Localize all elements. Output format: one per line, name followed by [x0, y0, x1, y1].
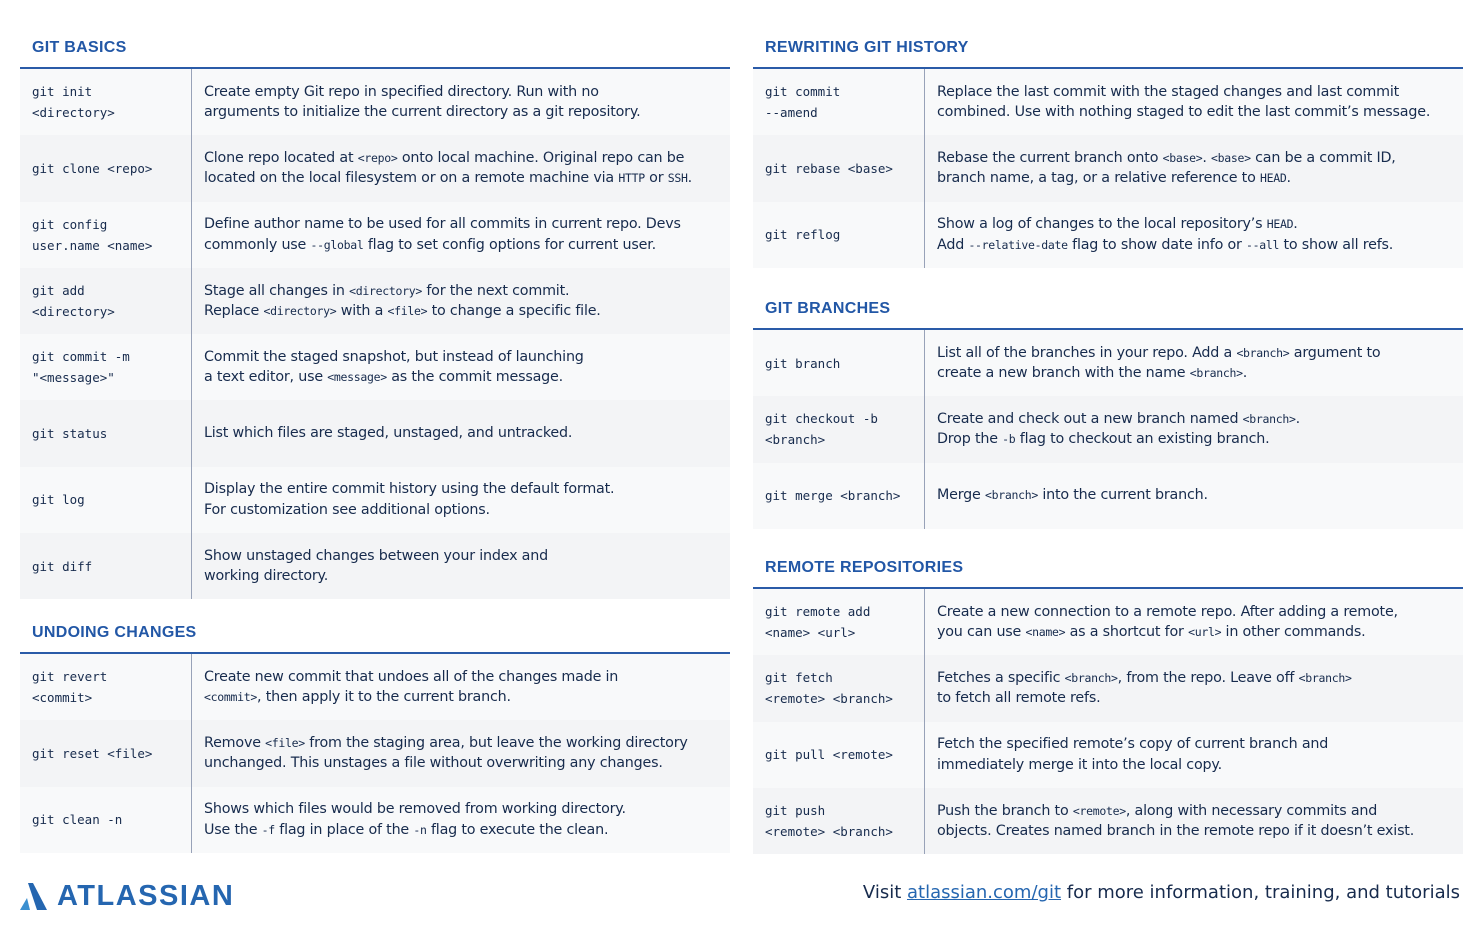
command-line: <name> <url>: [765, 625, 856, 641]
description-cell: [192, 787, 730, 853]
command-line: git init: [32, 84, 93, 100]
section-title: UNDOING CHANGES: [32, 624, 197, 641]
description-text: .: [1293, 216, 1298, 233]
command-cell: [753, 135, 925, 201]
description-text: List which files are staged, unstaged, and untracked.: [204, 425, 573, 442]
atlassian-mark-icon: [20, 883, 47, 910]
command-line: git reset <file>: [32, 745, 153, 761]
inline-code: <file>: [387, 304, 428, 319]
description-line: [937, 755, 1463, 776]
description-text: commonly use: [204, 236, 311, 253]
inline-code: --global: [310, 237, 364, 252]
inline-code: <directory>: [349, 283, 422, 298]
inline-code: <branch>: [1189, 366, 1243, 381]
command-line: "<message>": [32, 370, 115, 386]
inline-code: <branch>: [1242, 411, 1296, 426]
description-line: [937, 801, 1463, 822]
section-remote-repositories: [753, 559, 1463, 854]
command-line: git merge <branch>: [765, 488, 901, 504]
description-text: to change a specific file.: [427, 303, 601, 320]
command-cell: [753, 69, 925, 135]
command-cell: [20, 135, 192, 201]
description-text: arguments to initialize the current directory as a git repository.: [204, 104, 641, 121]
description-line: [937, 429, 1463, 450]
description-line: [204, 667, 730, 688]
description-line: [204, 479, 730, 500]
command-cell: [753, 722, 925, 788]
command-line: git fetch: [765, 670, 833, 686]
description-line: [204, 301, 730, 322]
description-text: immediately merge it into the local copy.: [937, 756, 1222, 773]
table-row: [20, 268, 730, 334]
description-line: [937, 485, 1463, 506]
inline-code: <message>: [327, 370, 387, 385]
description-text: as a shortcut for: [1065, 624, 1189, 641]
description-line: [204, 148, 730, 169]
description-line: [204, 235, 730, 256]
inline-code: <directory>: [263, 304, 337, 319]
table-row: [20, 654, 730, 720]
description-text: into the current branch.: [1037, 487, 1208, 504]
command-line: git rebase <base>: [765, 160, 893, 176]
table-row: [20, 787, 730, 853]
description-text: Use the: [204, 821, 262, 838]
command-cell: [20, 654, 192, 720]
description-cell: [925, 655, 1463, 721]
description-line: [937, 235, 1463, 256]
description-text: argument to: [1289, 344, 1381, 361]
description-text: or: [644, 170, 668, 187]
inline-code: -n: [413, 822, 427, 837]
description-line: [937, 148, 1463, 169]
command-cell: [20, 400, 192, 466]
description-text: Create empty Git repo in specified directory. Run with no: [204, 83, 599, 100]
inline-code: <branch>: [984, 488, 1038, 503]
description-line: [937, 168, 1463, 189]
description-text: to show all refs.: [1279, 236, 1394, 253]
description-text: Create a new connection to a remote repo. After adding a remote,: [937, 603, 1398, 620]
command-cell: [753, 589, 925, 655]
inline-code: <branch>: [1064, 670, 1118, 685]
description-cell: [192, 654, 730, 720]
command-line: --amend: [765, 105, 818, 121]
command-line: <directory>: [32, 105, 115, 121]
description-cell: [192, 69, 730, 135]
description-line: [937, 668, 1463, 689]
command-cell: [20, 467, 192, 533]
inline-code: <name>: [1025, 625, 1066, 640]
description-cell: [192, 533, 730, 599]
footer-prefix: Visit: [862, 882, 907, 903]
table-row: [753, 69, 1463, 135]
command-line: user.name <name>: [32, 237, 153, 253]
command-line: <directory>: [32, 304, 115, 320]
description-text: as the commit message.: [386, 369, 563, 386]
footer-text: [863, 882, 1460, 903]
description-text: with a: [336, 303, 388, 320]
section-undoing-changes: [20, 624, 730, 853]
description-text: flag in place of the: [274, 821, 414, 838]
description-line: [937, 214, 1463, 235]
description-cell: [925, 69, 1463, 135]
command-line: git config: [32, 216, 108, 232]
inline-code: <repo>: [357, 150, 398, 165]
command-line: git reflog: [765, 227, 841, 243]
description-line: [204, 753, 730, 774]
table-row: [20, 69, 730, 135]
description-text: , then apply it to the current branch.: [257, 689, 511, 706]
description-text: Stage all changes in: [204, 282, 350, 299]
section-title: REWRITING GIT HISTORY: [765, 39, 969, 56]
command-line: git add: [32, 283, 85, 299]
description-text: For customization see additional options.: [204, 501, 490, 518]
table-row: [753, 396, 1463, 462]
logo-text: ATLASSIAN: [57, 880, 235, 912]
table-row: [753, 655, 1463, 721]
description-text: in other commands.: [1221, 624, 1366, 641]
table-row: [20, 720, 730, 786]
description-line: [204, 214, 730, 235]
inline-code: --relative-date: [968, 237, 1068, 252]
command-cell: [20, 69, 192, 135]
description-text: Replace: [204, 303, 264, 320]
description-text: from the staging area, but leave the working directory: [304, 734, 688, 751]
table-row: [20, 533, 730, 599]
description-text: Display the entire commit history using the default format.: [204, 481, 615, 498]
footer-suffix: for more information, training, and tutorials: [1061, 882, 1460, 903]
description-text: a text editor, use: [204, 369, 328, 386]
inline-code: <branch>: [1236, 345, 1290, 360]
command-table: [20, 654, 730, 853]
description-cell: [192, 202, 730, 268]
description-text: List all of the branches in your repo. Add a: [937, 344, 1237, 361]
description-text: flag to show date info or: [1067, 236, 1247, 253]
command-cell: [20, 720, 192, 786]
description-text: onto local machine. Original repo can be: [397, 149, 685, 166]
description-line: [204, 546, 730, 567]
description-cell: [925, 202, 1463, 268]
description-cell: [192, 720, 730, 786]
description-text: .: [1286, 170, 1291, 187]
description-text: for the next commit.: [421, 282, 570, 299]
table-row: [753, 463, 1463, 529]
command-line: git remote add: [765, 604, 871, 620]
description-text: , from the repo. Leave off: [1117, 669, 1299, 686]
inline-code: <base>: [1211, 150, 1251, 165]
inline-code: -b: [1002, 432, 1016, 447]
description-line: [204, 367, 730, 388]
inline-code: <branch>: [1298, 670, 1352, 685]
inline-code: <commit>: [204, 690, 257, 705]
inline-code: HEAD: [1259, 171, 1287, 186]
description-text: .: [1242, 365, 1248, 382]
command-line: git log: [32, 492, 85, 508]
description-line: [204, 281, 730, 302]
section-git-basics: [20, 39, 730, 599]
description-text: Rebase the current branch onto: [937, 149, 1163, 166]
description-text: flag to set config options for current user.: [363, 236, 656, 253]
description-text: Remove: [204, 734, 266, 751]
command-line: git checkout -b: [765, 411, 878, 427]
description-line: [937, 102, 1463, 123]
description-text: Clone repo located at: [204, 149, 358, 166]
description-cell: [192, 467, 730, 533]
description-text: you can use: [937, 624, 1026, 641]
table-row: [753, 788, 1463, 854]
description-cell: [925, 135, 1463, 201]
description-line: [204, 168, 730, 189]
command-line: git commit: [765, 84, 841, 100]
section-title: REMOTE REPOSITORIES: [765, 559, 964, 576]
command-table: [753, 330, 1463, 529]
description-text: Drop the: [937, 431, 1003, 448]
atlassian-git-link[interactable]: atlassian.com/git: [906, 882, 1062, 903]
inline-code: HTTP: [618, 171, 645, 186]
description-text: flag to execute the clean.: [426, 821, 609, 838]
description-text: Add: [937, 236, 969, 253]
command-line: git clone <repo>: [32, 160, 153, 176]
inline-code: --all: [1246, 237, 1280, 252]
description-text: create a new branch with the name: [937, 365, 1190, 382]
command-line: git diff: [32, 558, 93, 574]
table-row: [20, 334, 730, 400]
description-text: Fetches a specific: [937, 669, 1065, 686]
table-row: [20, 400, 730, 466]
command-cell: [753, 463, 925, 529]
description-text: Replace the last commit with the staged changes and last commit: [937, 83, 1400, 100]
description-line: [204, 820, 730, 841]
description-text: combined. Use with nothing staged to edit the last commit’s message.: [937, 104, 1431, 121]
description-text: can be a commit ID,: [1250, 149, 1396, 166]
inline-code: <url>: [1188, 625, 1222, 640]
table-row: [20, 467, 730, 533]
description-line: [937, 821, 1463, 842]
command-line: git push: [765, 803, 826, 819]
command-line: git branch: [765, 355, 841, 371]
description-text: Create and check out a new branch named: [937, 410, 1243, 427]
description-line: [204, 799, 730, 820]
description-text: Commit the staged snapshot, but instead of launching: [204, 348, 584, 365]
command-cell: [753, 788, 925, 854]
table-row: [20, 135, 730, 201]
inline-code: <base>: [1162, 150, 1203, 165]
description-line: [937, 734, 1463, 755]
description-cell: [925, 396, 1463, 462]
command-cell: [753, 330, 925, 396]
description-cell: [925, 330, 1463, 396]
description-cell: [192, 334, 730, 400]
description-cell: [925, 788, 1463, 854]
atlassian-logo: [20, 880, 234, 913]
description-text: , along with necessary commits and: [1125, 802, 1378, 819]
description-line: [204, 82, 730, 103]
section-rewriting-git-history: [753, 39, 1463, 268]
command-line: <branch>: [765, 432, 826, 448]
inline-code: -f: [261, 822, 275, 837]
command-cell: [753, 396, 925, 462]
command-line: git commit -m: [32, 349, 130, 365]
description-line: [204, 566, 730, 587]
description-line: [937, 409, 1463, 430]
description-cell: [925, 463, 1463, 529]
table-row: [753, 722, 1463, 788]
command-line: git revert: [32, 669, 108, 685]
description-cell: [925, 722, 1463, 788]
command-line: <remote> <branch>: [765, 824, 893, 840]
description-text: Push the branch to: [937, 802, 1073, 819]
description-text: branch name, a tag, or a relative reference to: [937, 170, 1260, 187]
description-text: to fetch all remote refs.: [937, 690, 1101, 707]
table-row: [753, 135, 1463, 201]
command-table: [20, 69, 730, 599]
inline-code: <remote>: [1072, 803, 1126, 818]
description-line: [204, 102, 730, 123]
command-line: git status: [32, 426, 108, 442]
description-text: Shows which files would be removed from working directory.: [204, 801, 626, 818]
description-line: [937, 622, 1463, 643]
description-text: flag to checkout an existing branch.: [1015, 431, 1270, 448]
command-cell: [20, 334, 192, 400]
section-title: GIT BASICS: [32, 39, 127, 56]
description-text: Define author name to be used for all commits in current repo. Devs: [204, 216, 681, 233]
description-line: [204, 687, 730, 708]
description-text: .: [1202, 149, 1212, 166]
command-line: git pull <remote>: [765, 747, 893, 763]
description-line: [937, 82, 1463, 103]
command-line: git clean -n: [32, 812, 123, 828]
description-line: [937, 343, 1463, 364]
description-cell: [192, 135, 730, 201]
description-line: [937, 602, 1463, 623]
description-text: working directory.: [204, 568, 329, 585]
description-text: Create new commit that undoes all of the changes made in: [204, 668, 619, 685]
table-row: [20, 202, 730, 268]
description-line: [937, 688, 1463, 709]
description-text: unchanged. This unstages a file without overwriting any changes.: [204, 755, 663, 772]
command-cell: [20, 787, 192, 853]
description-line: [204, 500, 730, 521]
description-text: .: [687, 170, 692, 187]
description-line: [204, 733, 730, 754]
table-row: [753, 202, 1463, 268]
description-cell: [925, 589, 1463, 655]
command-line: <remote> <branch>: [765, 691, 893, 707]
description-text: located on the local filesystem or on a remote machine via: [204, 170, 619, 187]
description-text: Show unstaged changes between your index and: [204, 547, 548, 564]
description-line: [204, 347, 730, 368]
command-line: <commit>: [32, 690, 93, 706]
command-cell: [753, 202, 925, 268]
command-table: [753, 589, 1463, 854]
description-text: Fetch the specified remote’s copy of current branch and: [937, 736, 1329, 753]
inline-code: SSH: [667, 171, 688, 186]
description-line: [937, 363, 1463, 384]
command-cell: [20, 268, 192, 334]
description-line: [204, 423, 730, 444]
description-text: Merge: [937, 487, 985, 504]
description-cell: [192, 400, 730, 466]
description-text: objects. Creates named branch in the remote repo if it doesn’t exist.: [937, 823, 1415, 840]
description-text: Show a log of changes to the local repository’s: [937, 216, 1267, 233]
section-git-branches: [753, 300, 1463, 529]
description-cell: [192, 268, 730, 334]
description-text: .: [1295, 410, 1301, 427]
table-row: [753, 589, 1463, 655]
command-table: [753, 69, 1463, 268]
command-cell: [753, 655, 925, 721]
inline-code: HEAD: [1266, 217, 1294, 232]
command-cell: [20, 202, 192, 268]
section-title: GIT BRANCHES: [765, 300, 891, 317]
inline-code: <file>: [265, 735, 305, 750]
table-row: [753, 330, 1463, 396]
command-cell: [20, 533, 192, 599]
